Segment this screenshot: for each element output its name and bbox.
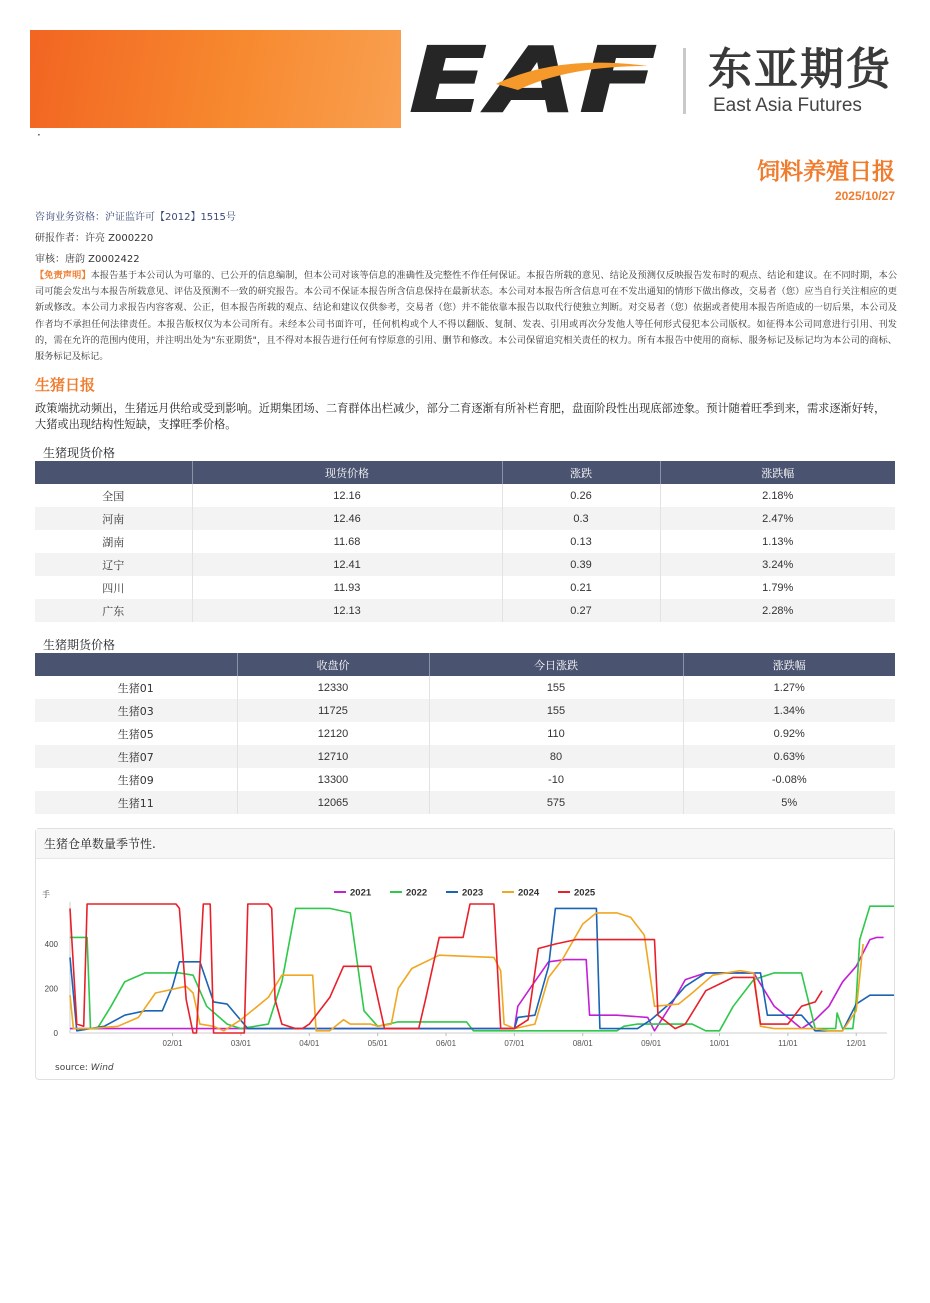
table-cell: 0.21 (502, 576, 660, 599)
warehouse-receipt-chart (35, 828, 895, 1080)
table-cell: 0.27 (502, 599, 660, 622)
table-cell: 生猪11 (35, 791, 237, 814)
author: 研报作者：许亮 Z000220 (35, 233, 154, 244)
table-cell: 5% (683, 791, 895, 814)
table-cell: 2.28% (660, 599, 895, 622)
logo-cn-name: 东亚期货 (708, 44, 892, 95)
header-cell (35, 461, 192, 484)
chart-source-value: Wind (90, 1063, 114, 1073)
table-cell: 11.68 (192, 530, 502, 553)
table-cell: 全国 (35, 484, 192, 507)
table-cell: -0.08% (771, 773, 807, 786)
x-tick-label: 11/01 (778, 1039, 798, 1048)
table-row (35, 530, 895, 553)
chart-source-label: source: (55, 1063, 88, 1073)
section-title: 生猪日报 (35, 376, 96, 394)
header-cell: 涨跌 (502, 461, 660, 484)
table-cell: 11725 (237, 699, 429, 722)
table-cell: 生猪09 (35, 768, 237, 791)
table-row (35, 484, 895, 507)
table-cell: 1.79% (762, 581, 794, 594)
table-cell: 2.18% (762, 489, 794, 502)
spot-table-title: 生猪现货价格 (43, 446, 116, 460)
header-banner (30, 30, 401, 128)
table-cell: 11.93 (192, 576, 502, 599)
table-cell: 1.27% (773, 681, 805, 694)
futures-price-table (35, 653, 895, 814)
x-tick-label: 06/01 (436, 1039, 457, 1048)
header-cell: 收盘价 (237, 653, 429, 676)
y-tick-label: 0 (53, 1029, 58, 1038)
table-cell: 广东 (35, 599, 192, 622)
disclaimer-text: 本报告基于本公司认为可靠的、已公开的信息编制，但本公司对该等信息的准确性及完整性不作任何保证。本报告所载的意见、结论及预测仅反映报告发布时的观点、结论和建议。在不同时期，本公司可能会发出与本报告所载意见、评估及预测不一致的研究报告。本公司不保证本报告所含信息保持在最新状态。本公司对本报告所含信息可在不发出通知的情形下做出修改，交易者（您）应当自行关注相应的更新或修改。本公司力求报告内容客观、公正，但本报告所载的观点、结论和建议仅供参考，交易者（您）并不能依靠本报告以取代行使独立判断。对交易者（您）依据或者使用本报告所造成的一切后果，本公司及作者均不承担任何法律责任。本报告版权仅为本公司所有。未经本公司书面许可，任何机构或个人不得以翻版、复制、发表、引用或再次分发他人等任何形式侵犯本公司版权。如征得本公司同意进行引用、刊发的，需在允许的范围内使用，并注明出处为"东亚期货"，且不得对本报告进行任何有悖原意的引用、删节和修改。本公司保留追究相关责任的权力。所有本报告中使用的商标、服务标记及标记均为本公司的商标、服务标记及标记。 (35, 270, 898, 363)
legend-label: 2024 (518, 887, 540, 899)
table-cell: 1.34% (683, 699, 895, 722)
table-cell: 12.41 (192, 553, 502, 576)
header-cell: 今日涨跌 (429, 653, 683, 676)
reviewer: 审核：唐韵 Z0002422 (35, 254, 140, 265)
table-cell: 12.13 (192, 599, 502, 622)
table-cell: 生猪05 (35, 722, 237, 745)
series-line-2025 (70, 904, 822, 1033)
table-cell: 1.13% (762, 535, 794, 548)
table-row (35, 699, 895, 722)
table-header-row (35, 653, 895, 676)
header-cell: 涨跌幅 (660, 461, 895, 484)
x-tick-label: 03/01 (230, 1039, 251, 1048)
table-cell: 13300 (237, 768, 429, 791)
section-summary: 政策端扰动频出，生猪远月供给或受到影响。近期集团场、二育群体出栏减少，部分二育逐渐有所补栏育肥，盘面阶段性出现底部迹象。预计随着旺季到来，需求逐渐好转，大猪或出现结构性短缺，支撑旺季价格。 (35, 402, 886, 431)
x-tick-label: 08/01 (572, 1039, 593, 1048)
disclaimer (35, 268, 897, 365)
report-date: 2025/10/27 (834, 189, 895, 203)
table-cell: 155 (429, 699, 683, 722)
table-cell: 12330 (237, 676, 429, 699)
x-tick-label: 07/01 (504, 1039, 525, 1048)
table-row (35, 507, 895, 530)
table-row (35, 791, 895, 814)
table-cell: 0.3 (502, 507, 660, 530)
legend-label: 2022 (406, 887, 428, 899)
table-cell: 生猪07 (35, 745, 237, 768)
table-cell: 12.16 (192, 484, 502, 507)
table-cell: 湖南 (35, 530, 192, 553)
series-line-2022 (70, 906, 894, 1031)
y-tick-label: 400 (44, 940, 58, 950)
y-tick-label: 200 (44, 984, 58, 994)
table-row (35, 722, 895, 745)
table-cell: -10 (429, 768, 683, 791)
legend-label: 2021 (350, 887, 372, 899)
table-cell: 12120 (237, 722, 429, 745)
x-tick-label: 12/01 (846, 1039, 867, 1048)
header-cell: 现货价格 (192, 461, 502, 484)
logo-divider (683, 48, 686, 114)
table-cell: 155 (429, 676, 683, 699)
table-cell: 0.92% (773, 727, 805, 740)
table-cell: 四川 (35, 576, 192, 599)
x-tick-label: 02/01 (162, 1039, 183, 1048)
table-cell: 河南 (35, 507, 192, 530)
x-tick-label: 04/01 (299, 1039, 320, 1048)
disclaimer-tag: 【免责声明】 (35, 270, 91, 281)
table-row (35, 599, 895, 622)
futures-table-title: 生猪期货价格 (43, 638, 116, 652)
header-dot: · (37, 128, 41, 142)
table-cell: 生猪01 (35, 676, 237, 699)
header-cell: 涨跌幅 (683, 653, 895, 676)
legend-label: 2025 (574, 887, 596, 899)
table-cell: 0.39 (502, 553, 660, 576)
table-cell: 575 (429, 791, 683, 814)
table-cell: 辽宁 (35, 553, 192, 576)
table-row (35, 553, 895, 576)
table-cell: 110 (429, 722, 683, 745)
table-cell: 12710 (237, 745, 429, 768)
table-cell: 2.47% (660, 507, 895, 530)
x-tick-label: 10/01 (709, 1039, 730, 1048)
logo-en-name: East Asia Futures (713, 95, 862, 116)
series-line-2023 (70, 908, 894, 1030)
x-tick-label: 05/01 (367, 1039, 388, 1048)
header-cell (35, 653, 237, 676)
chart-title: 生猪仓单数量季节性. (36, 829, 894, 859)
y-axis-unit: 手 (42, 890, 50, 899)
legend-label: 2023 (462, 887, 484, 899)
table-cell: 12.46 (192, 507, 502, 530)
table-cell: 80 (429, 745, 683, 768)
table-row (35, 576, 895, 599)
table-cell: 3.24% (660, 553, 895, 576)
report-title: 饲料养殖日报 (757, 159, 895, 185)
table-cell: 0.26 (502, 484, 660, 507)
table-row (35, 676, 895, 699)
table-header-row (35, 461, 895, 484)
x-tick-label: 09/01 (641, 1039, 662, 1048)
table-row (35, 745, 895, 768)
spot-price-table (35, 461, 895, 622)
chart-plot (36, 860, 894, 1060)
table-cell: 0.63% (683, 745, 895, 768)
eaf-logo-letters: EAF (408, 44, 658, 120)
table-row (35, 768, 895, 791)
chart-source (55, 1063, 114, 1073)
qualification: 咨询业务资格：沪证监许可【2012】1515号 (35, 212, 236, 223)
table-cell: 0.13 (502, 530, 660, 553)
table-cell: 生猪03 (35, 699, 237, 722)
table-cell: 12065 (237, 791, 429, 814)
